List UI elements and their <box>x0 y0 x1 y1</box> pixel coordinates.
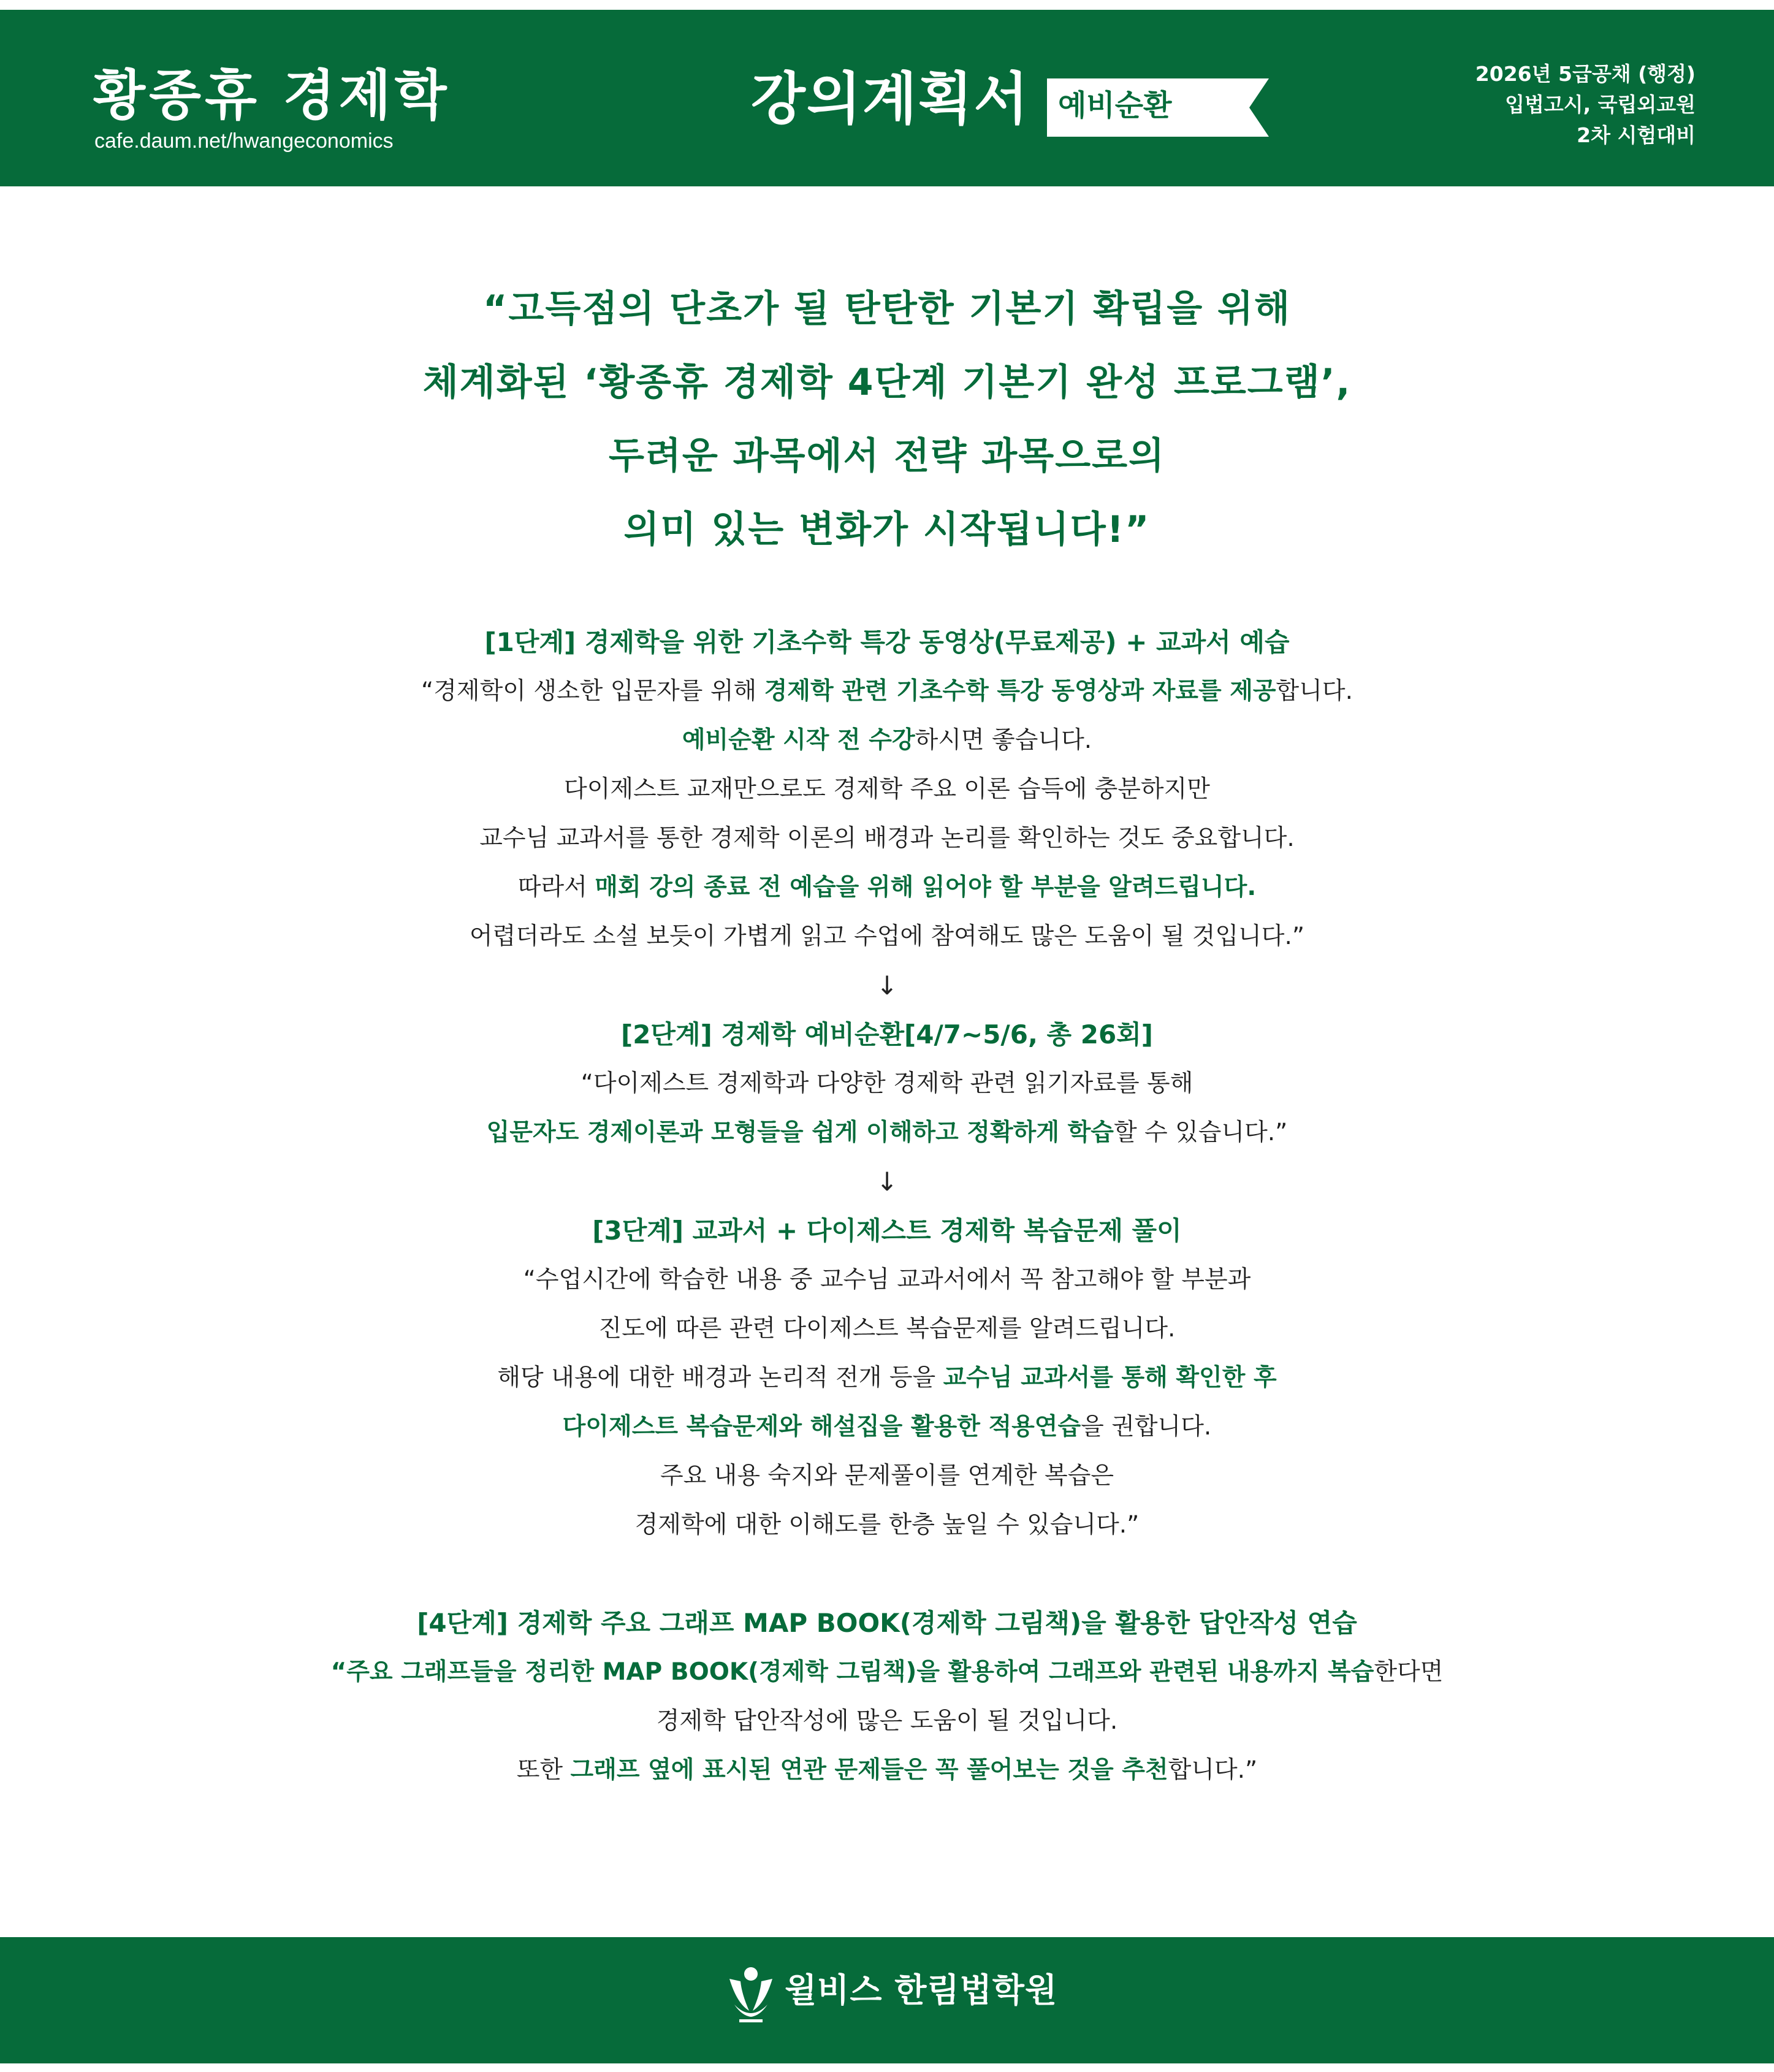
stage-1-line <box>0 863 1774 912</box>
stage-1-title: [1단계] 경제학을 위한 기초수학 특강 동영상(무료제공) + 교과서 예습 <box>484 627 1290 657</box>
brand-title: 황종휴 경제학 <box>93 64 451 127</box>
stage-1-line <box>0 667 1774 716</box>
text-span: 따라서 <box>517 874 595 901</box>
stage-3-line: “수업시간에 학습한 내용 중 교수님 교과서에서 꼭 참고해야 할 부분과 <box>523 1266 1251 1293</box>
stage-3-title: [3단계] 교과서 + 다이제스트 경제학 복습문제 풀이 <box>592 1216 1182 1246</box>
academy-emblem-icon <box>723 1960 779 2028</box>
stage-3-line <box>0 1354 1774 1403</box>
brand-url: cafe.daum.net/hwangeconomics <box>94 129 394 153</box>
headline-line: 의미 있는 변화가 시작됩니다!” <box>623 508 1151 551</box>
text-span: 을 권합니다. <box>1081 1413 1212 1441</box>
footer-banner <box>0 1937 1774 2063</box>
stage-2-line: “다이제스트 경제학과 다양한 경제학 관련 읽기자료를 통해 <box>581 1070 1193 1097</box>
program-stages <box>0 618 1774 1795</box>
highlight-span: 경제학 관련 기초수학 특강 동영상과 자료를 제공 <box>764 677 1276 705</box>
academy-logo <box>723 1960 1067 2028</box>
stage-4-line <box>0 1648 1774 1697</box>
text-span: 또한 <box>516 1756 571 1784</box>
highlight-span: 교수님 교과서를 통해 확인한 후 <box>943 1364 1277 1392</box>
stage-1-line: 교수님 교과서를 통한 경제학 이론의 배경과 논리를 확인하는 것도 중요합니다. <box>479 825 1295 852</box>
stage-4-line: 경제학 답안작성에 많은 도움이 될 것입니다. <box>656 1707 1118 1735</box>
course-badge-label: 예비순환 <box>1058 88 1172 123</box>
highlight-span: 입문자도 경제이론과 모형들을 쉽게 이해하고 정확하게 학습 <box>486 1119 1114 1146</box>
headline-line: 체계화된 ‘황종휴 경제학 4단계 기본기 완성 프로그램’, <box>422 361 1352 404</box>
text-span: 합니다.” <box>1168 1756 1258 1784</box>
stage-4-line <box>0 1746 1774 1795</box>
stage-3-line: 주요 내용 숙지와 문제풀이를 연계한 복습은 <box>660 1462 1114 1490</box>
academy-name: 윌비스 한림법학원 <box>785 1971 1058 2009</box>
stage-3-line <box>0 1403 1774 1452</box>
document-title: 강의계획서 <box>751 66 1030 132</box>
text-span: “경제학이 생소한 입문자를 위해 <box>421 677 764 705</box>
highlight-span: 예비순환 시작 전 수강 <box>682 726 915 754</box>
exam-info-line: 2026년 5급공채 (행정) <box>1475 62 1696 86</box>
text-span: 해당 내용에 대한 배경과 논리적 전개 등을 <box>497 1364 943 1392</box>
highlight-span: 다이제스트 복습문제와 해설집을 활용한 적용연습 <box>562 1413 1081 1441</box>
stage-1-line: 다이제스트 교재만으로도 경제학 주요 이론 습득에 충분하지만 <box>564 775 1210 803</box>
text-span: 할 수 있습니다.” <box>1113 1119 1288 1146</box>
page-bottom-margin <box>0 2063 1774 2072</box>
down-arrow-icon: ↓ <box>876 970 898 1000</box>
stage-2-line <box>0 1108 1774 1157</box>
text-span: 합니다. <box>1276 677 1353 705</box>
spacer <box>0 1550 1774 1599</box>
highlight-span: “주요 그래프들을 정리한 MAP BOOK(경제학 그림책)을 활용하여 그래프와 관련된 내용까지 복습 <box>330 1658 1374 1686</box>
headline-line: “고득점의 단초가 될 탄탄한 기본기 확립을 위해 <box>482 288 1291 330</box>
text-span: 한다면 <box>1374 1658 1444 1686</box>
stage-4-title: [4단계] 경제학 주요 그래프 MAP BOOK(경제학 그림책)을 활용한 답안작성 연습 <box>417 1608 1357 1638</box>
text-span: 하시면 좋습니다. <box>915 726 1092 754</box>
stage-3-line: 진도에 따른 관련 다이제스트 복습문제를 알려드립니다. <box>598 1315 1176 1343</box>
course-badge <box>1047 78 1269 137</box>
highlight-span: 매회 강의 종료 전 예습을 위해 읽어야 할 부분을 알려드립니다. <box>595 874 1257 901</box>
header-banner <box>0 10 1774 186</box>
down-arrow-icon: ↓ <box>876 1167 898 1197</box>
stage-3-line: 경제학에 대한 이해도를 한층 높일 수 있습니다.” <box>634 1511 1140 1539</box>
stage-1-line <box>0 716 1774 765</box>
stage-1-line: 어렵더라도 소설 보듯이 가볍게 읽고 수업에 참여해도 많은 도움이 될 것입니다.” <box>469 923 1305 950</box>
highlight-span: 그래프 옆에 표시된 연관 문제들은 꼭 풀어보는 것을 추천 <box>570 1756 1168 1784</box>
headline-quote <box>0 272 1774 566</box>
exam-info-line: 입법고시, 국립외교원 <box>1505 93 1696 116</box>
exam-info-line: 2차 시험대비 <box>1577 123 1696 147</box>
exam-info <box>1475 59 1696 151</box>
page-top-margin <box>0 0 1774 10</box>
headline-line: 두려운 과목에서 전략 과목으로의 <box>608 435 1166 478</box>
stage-2-title: [2단계] 경제학 예비순환[4/7~5/6, 총 26회] <box>621 1019 1153 1049</box>
